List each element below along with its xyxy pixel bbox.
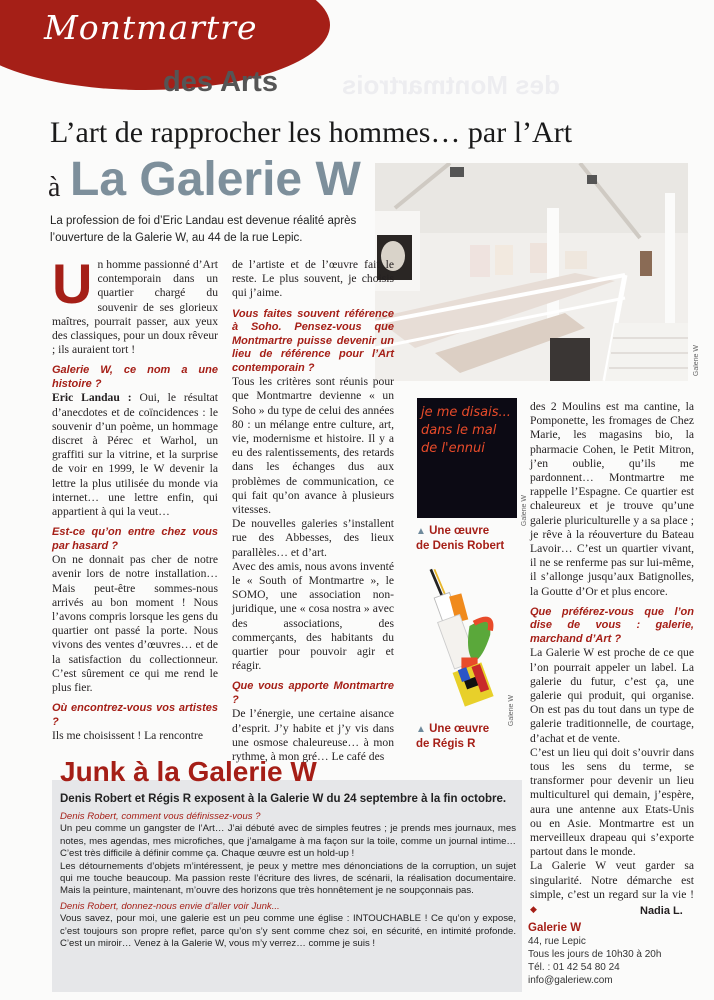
drop-cap: U bbox=[52, 252, 93, 315]
answer-1-text: Oui, le résultat d’anecdotes et de coïncidences : le souvenir d’un poème, un hommage discret à Pérec et Warhol, un graffiti sur la vitrine, et la surprise de voir en 1999, le W devenir la lettre la plus utilisée du monde via internet… une lettre enfin, qui appartient à qui la veut… bbox=[52, 391, 219, 519]
answer-5-end: des 2 Moulins est ma cantine, la Pomponette, les fromages de Chez Marie, les magasins bio, la pharmacie Cohen, le Petit Mitron, j’en oublie, qu’ils me pardonnent… Montmartre me rappelle l’Espagne. Ce quartier est chaleureux et je trouve qu’une galerie pluriculturelle y a sa place ; je rêve à la réouverture du Bateau Lavoir… C’est un quartier vivant, il ne se renferme pas sur lui-même, il s’allonge jusqu’aux Batignolles, la Goutte d’Or et plus encore. bbox=[530, 400, 694, 598]
artwork-scribble-text: je me disais... dans le mal de l'ennui bbox=[421, 405, 511, 456]
junk-subtitle: Denis Robert et Régis R exposent à la Galerie W du 24 septembre à la fin octobre. bbox=[60, 793, 507, 805]
caption-1-line-1: Une œuvre bbox=[429, 525, 490, 537]
speaker-name: Eric Landau : bbox=[52, 391, 132, 405]
junk-answer-2: Vous savez, pour moi, une galerie est un peu comme une église : INTOUCHABLE ! Ce qu’on y expose, c’est toujours son propre reflet, parce qu’on s’y sent comme chez soi, en sécurité, en intimité profonde. C’est un miroir… Venez à la Galerie W, vous m’y verrez… comme je suis ! bbox=[60, 913, 516, 950]
junk-answer-1b: Les détournements d’objets m’intéressent, je peux y mettre mes dénonciations de la corruption, un sujet qui me touche beaucoup. Ma passion reste l’écriture des livres, de scénarii, la réalisation documentaire. Mais la peinture, maintenant, m’ouvre des horizons que très honnêtement je ne soupçonnais pas. bbox=[60, 860, 516, 897]
ghost-show-through-text: des Montmartrois bbox=[341, 70, 560, 100]
question-4: Vous faites souvent référence à Soho. Pensez-vous que Montmartre puisse devenir un lieu de référence pour l’Art contemporain ? bbox=[232, 307, 394, 374]
gallery-interior-photo bbox=[375, 163, 688, 381]
info-phone: Tél. : 01 42 54 80 24 bbox=[528, 962, 620, 973]
section-title: des Arts bbox=[163, 66, 278, 98]
junk-question-2: Denis Robert, donnez-nous envie d’aller voir Junk... bbox=[60, 900, 280, 912]
triangle-icon: ▲ bbox=[416, 724, 426, 735]
info-hours: Tous les jours de 10h30 à 20h bbox=[528, 949, 662, 960]
answer-4c: Avec des amis, nous avons inventé le « South of Montmartre », le SOMO, une association non-juridique, une « cosa nostra » avec des associations, des commerçants, des habitants du quartier pour pouvoir agir et réagir. bbox=[232, 559, 394, 673]
author-signature: Nadia L. bbox=[640, 905, 683, 917]
caption-2-line-2: de Régis R bbox=[416, 738, 476, 750]
info-gallery-name: Galerie W bbox=[528, 922, 582, 934]
gallery-photo-illustration bbox=[375, 163, 688, 381]
question-6: Que préférez-vous que l’on dise de vous : galerie, marchand d’Art ? bbox=[530, 605, 694, 645]
answer-6a: La Galerie W est proche de ce que l’on pourrait appeler un label. La galerie du futur, c’est ça, une galerie qui produit, qui organise. On est pas du tout dans un type de galerie traditionnelle, de courtage, d’achat et de vente. bbox=[530, 646, 694, 745]
article-lead: La profession de foi d’Eric Landau est devenue réalité après l’ouverture de la Galerie W, au 44 de la rue Lepic. bbox=[50, 215, 357, 244]
info-address: 44, rue Lepic bbox=[528, 936, 586, 947]
question-1: Galerie W, ce nom a une histoire ? bbox=[52, 364, 218, 390]
caption-2-line-1: Une œuvre bbox=[429, 723, 490, 735]
artwork-1-credit: Galerie W bbox=[521, 495, 528, 527]
answer-4b: De nouvelles galeries s’installent rue des Abbesses, des lieux parallèles… et d’art. bbox=[232, 517, 394, 559]
answer-6b: C’est un lieu qui doit s’ouvrir dans tous les sens du terme, se transformer pour devenir un lieu multiculturel qui demain, j’espère, aura une antenne aux Etats-Unis ou en Asie. Montmartre est un merveilleux drapeau qui s’exporte partout dans le monde. bbox=[530, 745, 694, 859]
question-2: Est-ce qu’on entre chez vous par hasard ? bbox=[52, 526, 218, 552]
caption-1-line-2: de Denis Robert bbox=[416, 540, 505, 552]
column-3 bbox=[530, 400, 694, 916]
answer-4a: Tous les critères sont réunis pour que Montmartre devienne « un Soho » du type de celui des années 80 : un mélange entre culture, art, vie, modernisme et histoire. Il y a eu des ralentissements, des retards dans les échanges dus aux problèmes de communication, ce qui fait qu’on avance à plusieurs vitesses. bbox=[232, 375, 394, 516]
artwork-regis-r bbox=[420, 560, 510, 710]
artwork-2-credit: Galerie W bbox=[508, 695, 515, 727]
answer-3-end: de l’artiste et de l’œuvre fait le reste. Le plus souvent, je choisis qui j’aime. bbox=[232, 258, 394, 300]
artwork-2-caption bbox=[416, 722, 489, 751]
gallery-prefix: à bbox=[48, 172, 61, 203]
junk-question-1: Denis Robert, comment vous définissez-vous ? bbox=[60, 811, 261, 822]
question-3: Où encontrez-vous vos artistes ? bbox=[52, 702, 218, 728]
question-5: Que vous apporte Montmartre ? bbox=[232, 680, 394, 706]
answer-1 bbox=[52, 391, 218, 519]
intro-paragraph bbox=[52, 252, 218, 357]
junk-title: Junk à la Galerie W bbox=[60, 756, 317, 787]
intro-text: n homme passionné d’Art contemporain dans un quartier chargé du souvenir de ses glorieux maîtres, pourrait passer, aux yeux des classiques, pour un doux rêveur ; ils auraient tort ! bbox=[52, 258, 218, 357]
triangle-icon: ▲ bbox=[416, 526, 426, 537]
photo-credit: Galerie W bbox=[693, 345, 700, 377]
column-1 bbox=[52, 252, 219, 743]
artwork-1-caption bbox=[416, 524, 504, 553]
gallery-info bbox=[528, 921, 661, 987]
junk-body bbox=[60, 811, 516, 950]
answer-2: On ne donnait pas cher de notre avenir lors de notre installation… Mais peut-être sommes-nous arrivés au bon moment ! Nous l’avons compris lorsque les gens du quartier ont passé la porte. Nous vivons des ventes d’œuvres… et de la satisfaction du collectionneur. C’est sûrement ce qui me rend le plus fier. bbox=[52, 553, 218, 695]
artwork-denis-robert bbox=[417, 398, 517, 518]
diamond-icon: ◆ bbox=[530, 904, 537, 914]
answer-3-start: Ils me choisissent ! La rencontre bbox=[52, 729, 203, 743]
info-email[interactable]: info@galeriew.com bbox=[528, 975, 613, 986]
answer-5-start: De l’énergie, une certaine aisance d’esprit. J’y habite et j’y vis dans une osmose chaleureuse… à mon rythme, à mon gré… Le café des bbox=[232, 707, 394, 763]
article-headline: L’art de rapprocher les hommes… par l’Art bbox=[50, 116, 573, 149]
column-2 bbox=[232, 258, 394, 764]
masthead-script-title: Montmartre bbox=[44, 8, 258, 47]
junk-answer-1a: Un peu comme un gangster de l’Art… J’ai débuté avec de simples feutres ; je prends mes journaux, mes notes, mes agendas, mes microfiches, que j’amalgame à ma façon sur la toile, comme un journal intime… C’est très difficile à définir comme ça. Chaque œuvre est un hold-up ! bbox=[60, 823, 516, 860]
answer-6c-text: La Galerie W veut garder sa singularité. Notre démarche est simple, c’est un regard sur la vie ! bbox=[530, 859, 694, 901]
gallery-title: La Galerie W bbox=[70, 153, 361, 206]
